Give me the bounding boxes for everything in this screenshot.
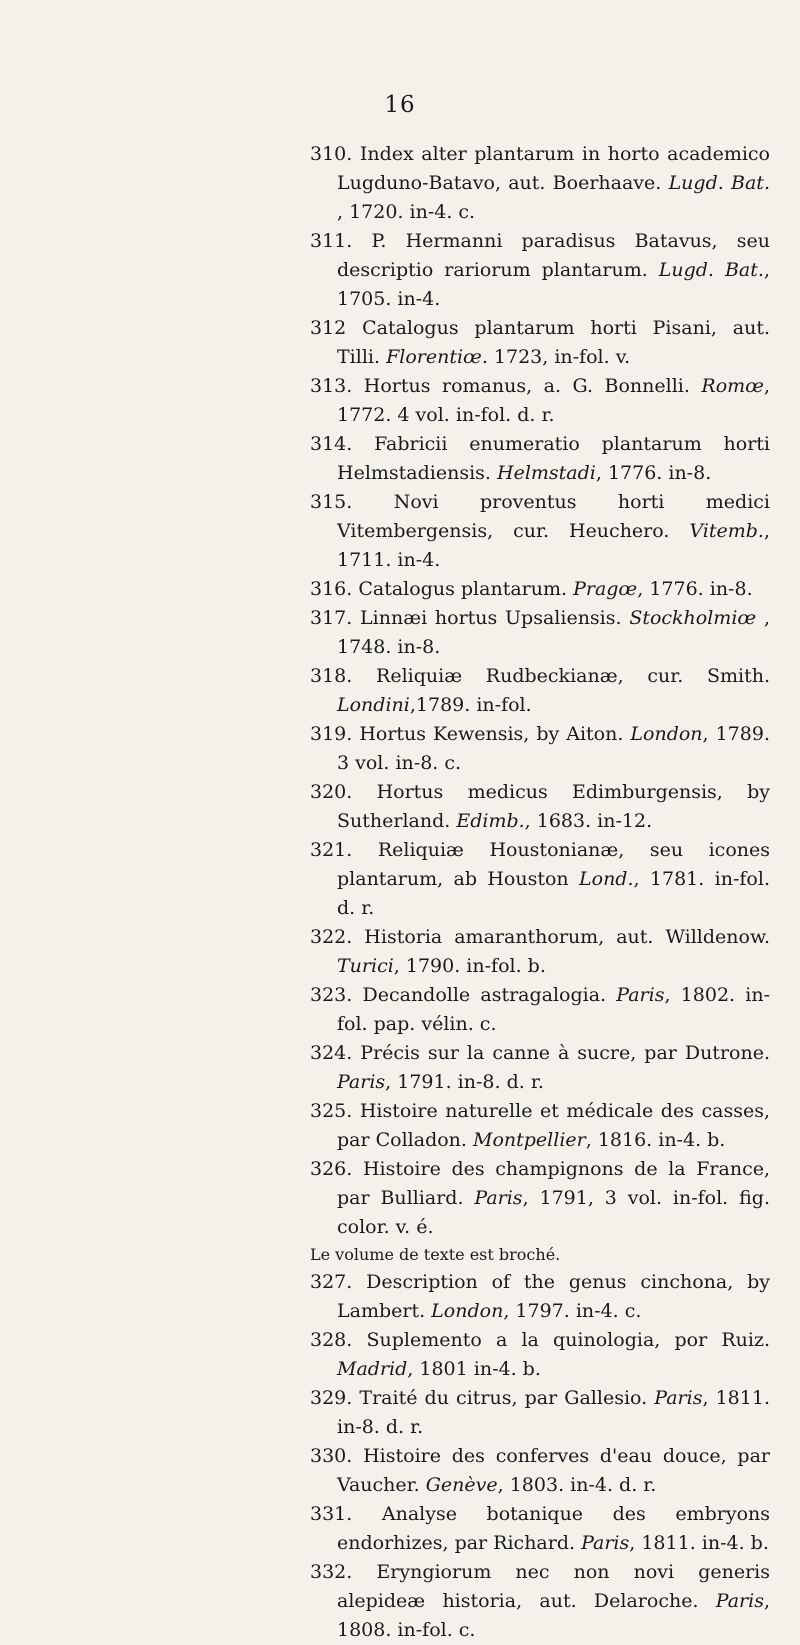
catalog-entry xyxy=(310,575,770,604)
entry-place: Lugd. Bat. xyxy=(658,259,764,281)
entry-text: Eryngiorum nec non novi generis alepideæ historia, aut. Delaroche. xyxy=(337,1561,770,1612)
entry-place: Montpellier xyxy=(473,1129,586,1151)
entry-number: 330. xyxy=(310,1445,353,1467)
catalog-entry xyxy=(310,1155,770,1242)
entry-number: 323. xyxy=(310,984,353,1006)
entry-place: Vitemb. xyxy=(689,520,764,542)
entry-place: Stockholmiœ xyxy=(629,607,757,629)
entry-place: Madrid xyxy=(337,1358,408,1380)
entry-place: Florentiœ. xyxy=(386,346,488,368)
entry-details: , 1803. in-4. d. r. xyxy=(497,1474,657,1496)
entry-place: Londini xyxy=(337,694,410,716)
entry-number: 316. xyxy=(310,578,353,600)
entry-details: , 1790. in-fol. b. xyxy=(393,955,546,977)
catalog-entries xyxy=(310,140,770,1645)
entry-place: Paris xyxy=(715,1590,764,1612)
catalog-entry xyxy=(310,720,770,778)
entry-number: 322. xyxy=(310,926,353,948)
page-number: 16 xyxy=(384,92,416,118)
entry-text: Description of the genus cinchona, by Lambert. xyxy=(337,1271,770,1322)
entry-details: ,1789. in-fol. xyxy=(409,694,532,716)
entry-place: Lugd. Bat. xyxy=(668,172,770,194)
catalog-entry xyxy=(310,778,770,836)
entry-number: 315. xyxy=(310,491,353,513)
entry-text: Reliquiæ Houstonianæ, seu icones plantarum, ab Houston xyxy=(337,839,770,890)
entry-place: Paris xyxy=(581,1532,630,1554)
catalog-entry xyxy=(310,981,770,1039)
entry-place: London xyxy=(431,1300,504,1322)
catalog-entry xyxy=(310,1268,770,1326)
entry-text: Decandolle astragalogia. xyxy=(352,984,617,1006)
entry-text: Linnæi hortus Upsaliensis. xyxy=(352,607,630,629)
entry-details: , 1811. in-4. b. xyxy=(629,1532,769,1554)
catalog-entry xyxy=(310,140,770,227)
entry-number: 331. xyxy=(310,1503,353,1525)
entry-details: , 1791, 3 vol. in-fol. fig. color. v. é. xyxy=(337,1187,770,1238)
catalog-entry xyxy=(310,1500,770,1558)
entry-text: Fabricii enumeratio plantarum horti Helmstadiensis. xyxy=(337,433,770,484)
entry-details: , 1791. in-8. d. r. xyxy=(385,1071,544,1093)
catalog-entry xyxy=(310,1558,770,1645)
entry-text: Novi proventus horti medici Vitembergensis, cur. Heuchero. xyxy=(337,491,770,542)
catalog-entry xyxy=(310,1039,770,1097)
entry-number: 324. xyxy=(310,1042,353,1064)
catalog-entry xyxy=(310,372,770,430)
entry-text: Histoire des conferves d'eau douce, par Vaucher. xyxy=(337,1445,770,1496)
entry-details: , 1811. in-8. d. r. xyxy=(337,1387,770,1438)
entry-text: Hortus romanus, a. G. Bonnelli. xyxy=(352,375,702,397)
entry-number: 313. xyxy=(310,375,353,397)
catalog-entry xyxy=(310,604,770,662)
entry-place: Genève xyxy=(425,1474,498,1496)
entry-text: Histoire naturelle et médicale des casses, par Colladon. xyxy=(337,1100,770,1151)
entry-text: Précis sur la canne à sucre, par Dutrone. xyxy=(352,1042,770,1064)
entry-text: Historia amaranthorum, aut. Willdenow. xyxy=(352,926,770,948)
entry-details: , 1705. in-4. xyxy=(337,259,770,310)
entry-number: 318. xyxy=(310,665,353,687)
entry-number: 320. xyxy=(310,781,353,803)
entry-number: 310. xyxy=(310,143,353,165)
entry-details: 1723, in-fol. v. xyxy=(487,346,631,368)
entry-details: , 1720. in-4. c. xyxy=(337,201,476,223)
entry-place: Lond. xyxy=(579,868,634,890)
entry-details: , 1683. in-12. xyxy=(524,810,653,832)
entry-place: Turici xyxy=(337,955,394,977)
entry-place: London xyxy=(630,723,703,745)
entry-text: Traité du citrus, par Gallesio. xyxy=(352,1387,655,1409)
entry-number: 321. xyxy=(310,839,353,861)
entry-details: , 1816. in-4. b. xyxy=(585,1129,726,1151)
catalog-entry xyxy=(310,1097,770,1155)
entry-number: 327. xyxy=(310,1271,353,1293)
entry-text: Analyse botanique des embryons endorhizes, par Richard. xyxy=(337,1503,770,1554)
entry-number: 328. xyxy=(310,1329,353,1351)
entry-place: Paris xyxy=(337,1071,386,1093)
entry-details: , 1781. in-fol. d. r. xyxy=(337,868,770,919)
entry-place: Paris xyxy=(616,984,665,1006)
entry-details: , 1776. in-8. xyxy=(637,578,753,600)
entry-details: , 1789. 3 vol. in-8. c. xyxy=(337,723,770,774)
catalog-entry xyxy=(310,1442,770,1500)
entry-number: 312 xyxy=(310,317,347,339)
entry-text: Reliquiæ Rudbeckianæ, cur. Smith. xyxy=(352,665,770,687)
entry-number: 319. xyxy=(310,723,353,745)
entry-number: 317. xyxy=(310,607,353,629)
entry-place: Pragœ xyxy=(573,578,638,600)
entry-text: Hortus medicus Edimburgensis, by Sutherland. xyxy=(337,781,770,832)
catalog-entry xyxy=(310,314,770,372)
entry-text: Suplemento a la quinologia, por Ruiz. xyxy=(352,1329,770,1351)
catalog-entry xyxy=(310,923,770,981)
entry-text: P. Hermanni paradisus Batavus, seu descriptio rariorum plantarum. xyxy=(337,230,770,281)
catalog-entry xyxy=(310,227,770,314)
catalog-entry xyxy=(310,430,770,488)
catalog-entry xyxy=(310,1384,770,1442)
catalog-entry xyxy=(310,836,770,923)
entry-details: , 1797. in-4. c. xyxy=(503,1300,642,1322)
entry-details: , 1711. in-4. xyxy=(337,520,770,571)
entry-place: Helmstadi xyxy=(497,462,596,484)
entry-details: , 1776. in-8. xyxy=(595,462,712,484)
entry-number: 325. xyxy=(310,1100,353,1122)
entry-place: Paris xyxy=(474,1187,523,1209)
entry-text: Hortus Kewensis, by Aiton. xyxy=(352,723,631,745)
entry-details: , 1801 in-4. b. xyxy=(407,1358,541,1380)
catalog-entry xyxy=(310,488,770,575)
entry-text: Index alter plantarum in horto academico Lugduno-Batavo, aut. Boerhaave. xyxy=(337,143,770,194)
entry-number: 332. xyxy=(310,1561,353,1583)
entry-details: , 1802. in-fol. pap. vélin. c. xyxy=(337,984,770,1035)
catalog-entry xyxy=(310,662,770,720)
entry-place: Paris xyxy=(654,1387,703,1409)
entry-details: , 1772. 4 vol. in-fol. d. r. xyxy=(337,375,770,426)
entry-details: , 1808. in-fol. c. xyxy=(337,1590,770,1641)
catalog-entry xyxy=(310,1326,770,1384)
entry-text: Catalogus plantarum. xyxy=(352,578,574,600)
entry-number: 314. xyxy=(310,433,353,455)
entry-text: Catalogus plantarum horti Pisani, aut. Tilli. xyxy=(337,317,770,368)
entry-number: 311. xyxy=(310,230,353,252)
entry-number: 329. xyxy=(310,1387,353,1409)
entry-number: 326. xyxy=(310,1158,353,1180)
entry-text: Histoire des champignons de la France, par Bulliard. xyxy=(337,1158,770,1209)
entry-place: Romœ xyxy=(701,375,764,397)
entry-place: Edimb. xyxy=(456,810,525,832)
entry-note: Le volume de texte est broché. xyxy=(310,1245,561,1264)
entry-details: , 1748. in-8. xyxy=(337,607,770,658)
